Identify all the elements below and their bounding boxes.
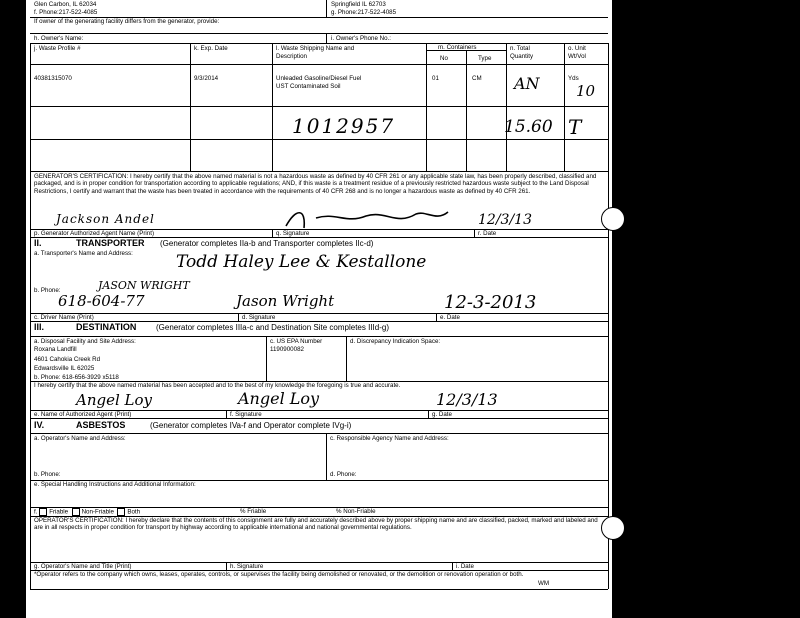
driver-name-handwritten: JASON WRIGHT xyxy=(98,279,190,292)
operator-date-label: i. Date xyxy=(456,563,474,570)
generator-date-handwritten: 12/3/13 xyxy=(478,212,532,228)
destination-section-sub: (Generator completes IIIa-c and Destination Site completes IIId-g) xyxy=(156,323,389,332)
both-label: Both xyxy=(127,508,141,516)
disposal-facility-address1: 4601 Cahokia Creek Rd xyxy=(34,356,101,363)
disposal-facility-phone: b. Phone: 618-656-3929 x5118 xyxy=(34,374,119,381)
friable-row xyxy=(34,508,140,516)
col-containers-type: Type xyxy=(478,55,492,62)
epa-number-value: 1190900082 xyxy=(270,346,304,353)
operator-name-title-label: g. Operator's Name and Title (Print) xyxy=(34,563,132,570)
transporter-section-title: TRANSPORTER xyxy=(76,238,145,248)
destination-date-label: g. Date xyxy=(432,411,452,418)
punch-hole-top xyxy=(601,207,625,231)
manifest-page xyxy=(26,0,612,618)
transporter-section-number: II. xyxy=(34,238,42,248)
col-unit-line2: Wt/Vol xyxy=(568,53,586,60)
asbestos-section-sub: (Generator completes IVa-f and Operator complete IVg-i) xyxy=(150,421,352,430)
transporter-date-label: e. Date xyxy=(440,314,460,321)
col-description-line2: Description xyxy=(276,53,307,60)
transporter-phone-handwritten: 618-604-77 xyxy=(58,292,145,310)
generator-certification: GENERATOR'S CERTIFICATION: I hereby certify that the above named material is not a hazardous waste as defined by 40 CFR 261 or any applicable state law, has been properly described, classified and packaged, and is in proper condition for transportation according to applicable regulations; AND, if this waste is a treatment residue of a previously restricted hazardous waste subject to the Land Disposal Restrictions, I certify and warrant that the waste has been treated in accordance with the requirements of 40 CFR 268 and is no longer a hazardous waste as defined by 40 CFR 261. xyxy=(34,173,597,195)
col-containers-no: No xyxy=(440,55,448,62)
asbestos-section-title: ASBESTOS xyxy=(76,420,126,430)
description-line1-value: Unleaded Gasoline/Diesel Fuel xyxy=(276,75,362,82)
form-code: WM xyxy=(538,580,549,587)
destination-certification: I hereby certify that the above named material has been accepted and to the best of my knowledge the foregoing is true and accurate. xyxy=(34,382,401,389)
punch-hole-bottom xyxy=(601,516,625,540)
owner-name-label: h. Owner's Name: xyxy=(34,35,84,42)
generator-agent-handwritten: Jackson Andel xyxy=(56,212,155,226)
driver-name-label: c. Driver Name (Print) xyxy=(34,314,94,321)
destination-agent-handwritten: Angel Loy xyxy=(76,391,153,409)
transporter-section-sub: (Generator completes IIa-b and Transporter completes IIc-d) xyxy=(160,239,374,248)
containers-type-value: CM xyxy=(472,75,482,82)
owner-phone-label: i. Owner's Phone No.: xyxy=(331,35,391,42)
transporter-phone-label: b. Phone: xyxy=(34,287,61,294)
generator-phone: f. Phone:217-522-4085 xyxy=(34,9,98,16)
col-unit-line1: o. Unit xyxy=(568,45,586,52)
generator-signature-label: q. Signature xyxy=(276,230,310,237)
disposal-facility-name: Roxana Landfill xyxy=(34,346,77,353)
non-friable-label: Non-Friable xyxy=(81,508,114,516)
transporter-date-handwritten: 12-3-2013 xyxy=(444,292,537,313)
destination-agent-label: e. Name of Authorized Agent (Print) xyxy=(34,411,132,418)
ticket-number-handwritten: 1012957 xyxy=(292,114,396,138)
col-exp-date: k. Exp. Date xyxy=(194,45,228,52)
disposal-facility-label: a. Disposal Facility and Site Address: xyxy=(34,338,136,345)
transporter-name-handwritten: Todd Haley Lee & Kestallone xyxy=(176,252,427,272)
percent-non-friable-label: % Non-Friable xyxy=(336,508,376,515)
special-handling-label: e. Special Handling Instructions and Additional Information: xyxy=(34,481,196,488)
friable-label: Friable xyxy=(49,508,69,516)
both-checkbox[interactable] xyxy=(117,508,125,516)
driver-signature: Jason Wright xyxy=(236,292,335,310)
operator-certification: OPERATOR'S CERTIFICATION: I hereby declare that the contents of this consignment are fully and accurately described above by proper shipping name and are classified, packed, marked and labeled and are in all respects in proper condition for transport by highway according to applicable international and national governmental regulations. xyxy=(34,517,598,532)
destination-section-number: III. xyxy=(34,322,45,332)
waste-profile-value: 40381315070 xyxy=(34,75,72,82)
epa-number-label: c. US EPA Number xyxy=(270,338,323,345)
weight-handwritten: 15.60 xyxy=(504,117,553,137)
weight-unit-handwritten: T xyxy=(568,115,582,139)
agency-name-label: c. Responsible Agency Name and Address: xyxy=(330,435,449,442)
generator-address: Glen Carbon, IL 62034 xyxy=(34,1,97,8)
operator-name-label: a. Operator's Name and Address: xyxy=(34,435,126,442)
exp-date-value: 9/3/2014 xyxy=(194,75,219,82)
transporter-name-label: a. Transporter's Name and Address: xyxy=(34,250,133,257)
generator-agent-label: p. Generator Authorized Agent Name (Print) xyxy=(34,230,155,237)
col-total-line2: Quantity xyxy=(510,53,534,60)
driver-signature-label: d. Signature xyxy=(242,314,276,321)
non-friable-checkbox[interactable] xyxy=(72,508,80,516)
generator-date-label: r. Date xyxy=(478,230,497,237)
operator-footnote: *Operator refers to the company which owns, leases, operates, controls, or supervises the facility being demolished or renovated, or the demolition or renovation operation or both. xyxy=(34,571,524,578)
asbestos-section-number: IV. xyxy=(34,420,45,430)
col-containers: m. Containers xyxy=(438,44,477,51)
quantity-handwritten: AN xyxy=(514,74,540,93)
col-waste-profile: j. Waste Profile # xyxy=(34,45,81,52)
facility-address: Springfield IL 62703 xyxy=(331,1,386,8)
facility-phone: g. Phone:217-522-4085 xyxy=(331,9,397,16)
owner-note: If owner of the generating facility differs from the generator, provide: xyxy=(34,18,220,25)
discrepancy-label: d. Discrepancy Indication Space: xyxy=(350,338,441,345)
operator-signature-label: h. Signature xyxy=(230,563,264,570)
destination-date-handwritten: 12/3/13 xyxy=(436,390,498,409)
operator-phone-label: b. Phone: xyxy=(34,471,61,478)
agency-phone-label: d. Phone: xyxy=(330,471,357,478)
unit-value: Yds xyxy=(568,75,579,82)
containers-no-value: 01 xyxy=(432,75,439,82)
col-total-line1: n. Total xyxy=(510,45,530,52)
col-description-line1: l. Waste Shipping Name and xyxy=(276,45,355,52)
destination-signature-label: f. Signature xyxy=(230,411,262,418)
friable-f-label: f. xyxy=(34,508,38,516)
generator-signature xyxy=(276,204,456,232)
unit-handwritten: 10 xyxy=(576,82,596,100)
friable-checkbox[interactable] xyxy=(39,508,47,516)
destination-signature: Angel Loy xyxy=(238,389,320,408)
destination-section-title: DESTINATION xyxy=(76,322,137,332)
description-line2-value: UST Contaminated Soil xyxy=(276,83,341,90)
disposal-facility-address2: Edwardsville IL 62025 xyxy=(34,365,95,372)
percent-friable-label: % Friable xyxy=(240,508,267,515)
